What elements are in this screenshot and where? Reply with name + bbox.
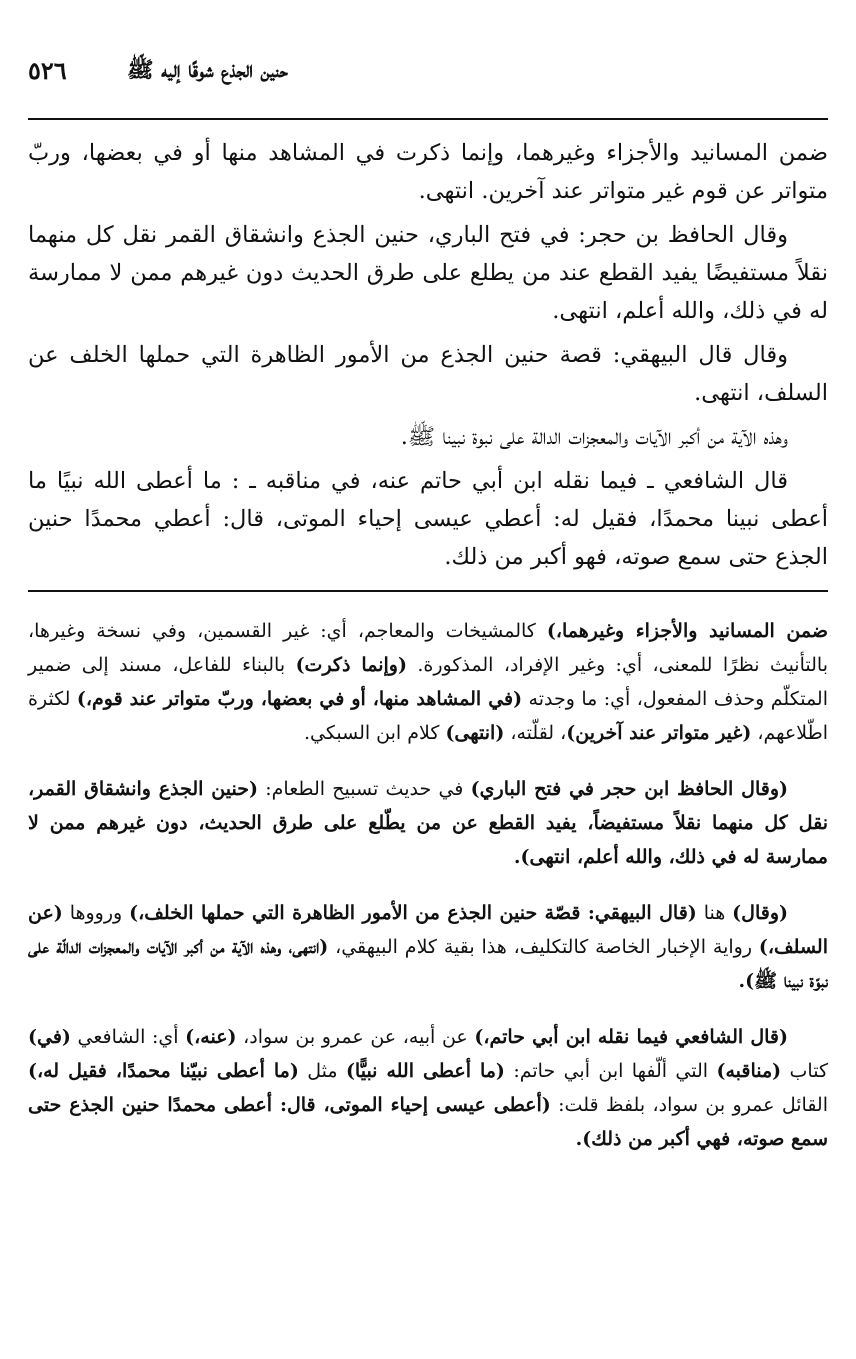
header-divider xyxy=(28,118,828,120)
book-page xyxy=(28,52,828,1178)
quoted-text: (في) xyxy=(28,1026,71,1048)
commentary-text: كلام ابن السبكي. xyxy=(304,722,446,744)
quoted-text: (انتهى) xyxy=(445,722,505,744)
main-paragraph: ضمن المسانيد والأجزاء وغيرهما، وإنما ذكرت في المشاهد منها أو في بعضها، وربّ متواتر عن قوم غير متواتر عند آخرين. انتهى. xyxy=(28,140,828,204)
quoted-text: (وقال) xyxy=(732,902,788,924)
commentary-text: ورووها xyxy=(62,902,130,924)
commentary xyxy=(28,614,828,1156)
commentary-paragraph xyxy=(28,1020,828,1156)
main-paragraph: وقال الحافظ بن حجر: في فتح الباري، حنين الجذع وانشقاق القمر نقل كل منهما نقلاً مستفيضًا يفيد القطع عند من يطلع على طرق الحديث دون غيرهم ممن لا ممارسة له في ذلك، والله أعلم، انتهى. xyxy=(28,222,828,324)
running-title: حنين الجذع شوقًا إليه ﷺ xyxy=(126,57,288,83)
quoted-text: (عنه،) xyxy=(185,1026,237,1048)
page-number: ٥٢٦ xyxy=(28,56,67,85)
quoted-text: ضمن المسانيد والأجزاء وغيرهما،) xyxy=(546,620,829,642)
quoted-text: (ما أعطى الله نبيًّا) xyxy=(345,1060,505,1082)
main-paragraph: وقال قال البيهقي: قصة حنين الجذع من الأمور الظاهرة التي حملها الخلف عن السلف، انتهى. xyxy=(28,342,828,406)
commentary-text: لكثرة اطّلاعهم، xyxy=(28,688,828,744)
quoted-text: (في المشاهد منها، أو في بعضها، وربّ متواتر عند قوم،) xyxy=(76,688,523,710)
main-paragraph: قال الشافعي ـ فيما نقله ابن أبي حاتم عنه، في مناقبه ـ : ما أعطى الله نبيًا ما أعطى نبينا محمدًا، فقيل له: أعطي عيسى إحياء الموتى، قال: أعطي محمدًا حنين الجذع حتى سمع صوته، فهو أكبر من ذلك. xyxy=(28,468,828,570)
commentary-paragraph xyxy=(28,896,828,998)
quoted-text: (قال البيهقي: قصّة حنين الجذع من الأمور الظاهرة التي حملها الخلف،) xyxy=(129,902,697,924)
commentary-text: عن أبيه، عن عمرو بن سواد، xyxy=(236,1026,475,1048)
quoted-text: (أعطى عيسى إحياء الموتى، قال: أعطى محمدًا حنين الجذع حتى سمع صوته، فهي أكبر من ذلك). xyxy=(28,1094,828,1150)
commentary-paragraph xyxy=(28,772,828,874)
quoted-text: (حنين الجذع وانشقاق القمر، نقل كل منهما نقلاً مستفيضاً، يفيد القطع عن من يطّلع على طرق الحديث، دون غيرهم ممن لا ممارسة له في ذلك، والله أعلم، انتهى). xyxy=(28,778,828,868)
main-paragraph: وهذه الآية من أكبر الآيات والمعجزات الدالة على نبوة نبينا ﷺ. xyxy=(400,424,788,450)
quoted-text: (وقال الحافظ ابن حجر في فتح الباري) xyxy=(470,778,788,800)
quoted-text: (ما أعطى نبيّنا محمدًا، فقيل له،) xyxy=(28,1060,299,1082)
commentary-text: رواية الإخبار الخاصة كالتكليف، هذا بقية كلام البيهقي، xyxy=(328,936,759,958)
commentary-text: التي ألّفها ابن أبي حاتم: xyxy=(504,1060,717,1082)
main-text xyxy=(28,134,828,576)
commentary-text: أي: الشافعي xyxy=(70,1026,186,1048)
commentary-text: بالبناء للفاعل، مسند إلى ضمير المتكلّم وحذف المفعول، أي: ما وجدته xyxy=(28,654,828,710)
commentary-text: مثل xyxy=(298,1060,346,1082)
commentary-paragraph xyxy=(28,614,828,750)
quoted-text: (انتهى، وهذه الآية من أكبر الآيات والمعجزات الدالّة على نبوّة نبينا ﷺ). xyxy=(28,936,828,992)
quoted-text: (غير متواتر عند آخرين) xyxy=(566,722,752,744)
quoted-text: (عن السلف،) xyxy=(28,902,828,958)
commentary-text: ، لقلّته، xyxy=(504,722,567,744)
quoted-text: (مناقبه) xyxy=(716,1060,782,1082)
commentary-divider xyxy=(28,590,828,592)
commentary-text: في حديث تسبيح الطعام: xyxy=(257,778,471,800)
commentary-text: كالمشيخات والمعاجم، أي: غير القسمين، وفي نسخة وغيرها، بالتأنيث نظرًا للمعنى، أي: وغير الإفراد، المذكورة. xyxy=(28,620,828,676)
quoted-text: (وإنما ذكرت) xyxy=(295,654,407,676)
page-header xyxy=(28,52,828,96)
commentary-text: هنا xyxy=(696,902,733,924)
quoted-text: (قال الشافعي فيما نقله ابن أبي حاتم،) xyxy=(474,1026,788,1048)
commentary-text: كتاب xyxy=(781,1060,828,1082)
commentary-text: القائل عمرو بن سواد، بلفظ قلت: xyxy=(550,1094,828,1116)
